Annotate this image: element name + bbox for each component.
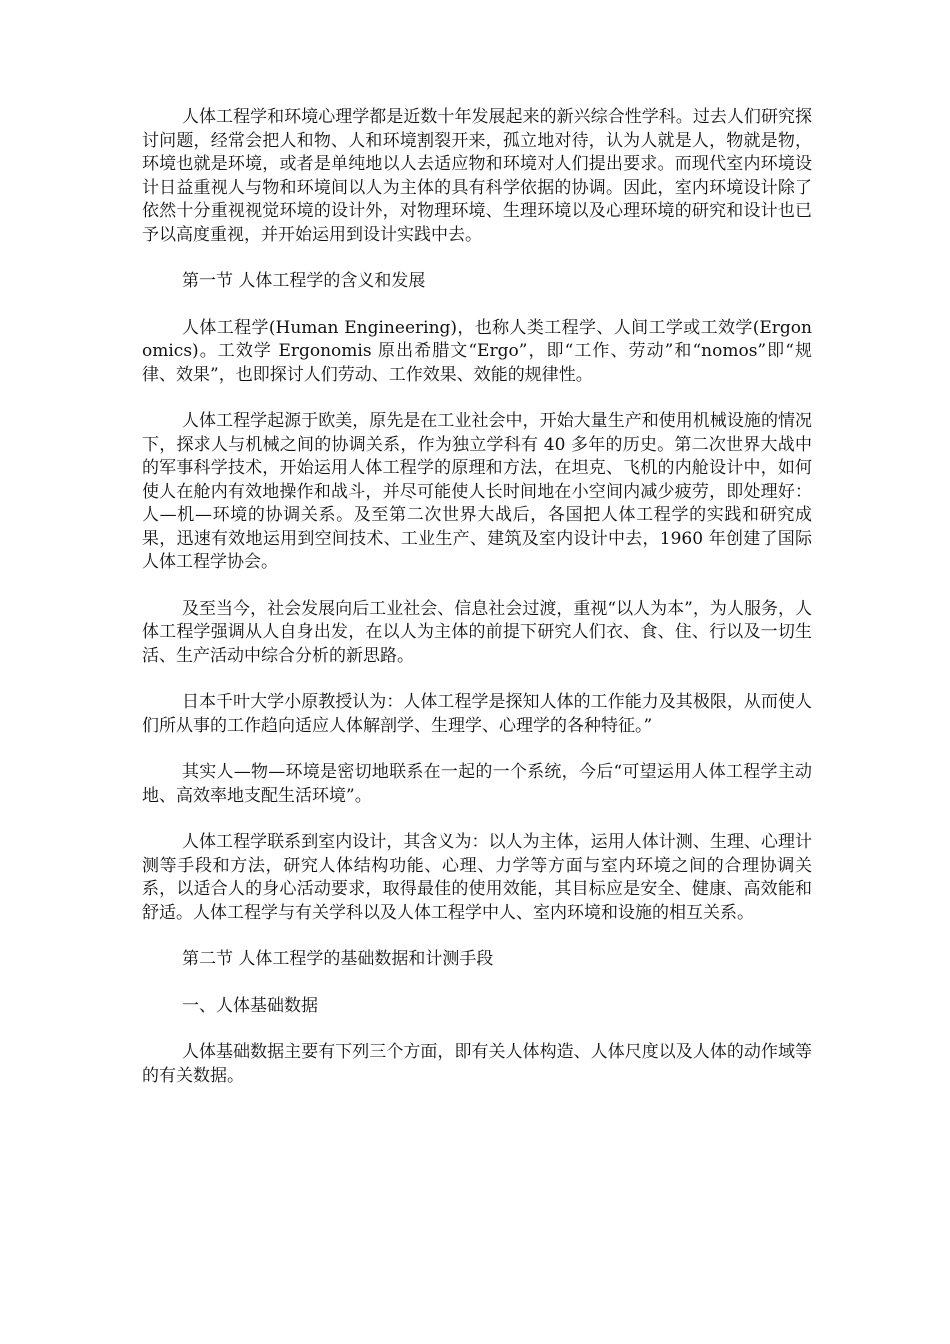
subsection-1-heading: 一、人体基础数据 [182,995,318,1016]
system-paragraph: 其实人—物—环境是密切地联系在一起的一个系统，今后“可望运用人体工程学主动地、高效率地支配生活环境”。 [142,762,812,806]
intro-paragraph: 人体工程学和环境心理学都是近数十年发展起来的新兴综合性学科。过去人们研究探讨问题，经常会把人和物、人和环境割裂开来，孤立地对待，认为人就是人，物就是物，环境也就是环境，或者是单纯地以人去适应物和环境对人们提出要求。而现代室内环境设计日益重视人与物和环境间以人为主体的具有科学依据的协调。因此，室内环境设计除了依然十分重视视觉环境的设计外，对物理环境、生理环境以及心理环境的研究和设计也已予以高度重视，并开始运用到设计实践中去。 [142,107,812,245]
modern-development-paragraph: 及至当今，社会发展向后工业社会、信息社会过渡，重视“以人为本”，为人服务，人体工程学强调从人自身出发，在以人为主体的前提下研究人们衣、食、住、行以及一切生活、生产活动中综合分析的新思路。 [142,598,812,666]
document-body [142,106,812,1111]
section-1-heading: 第一节 人体工程学的含义和发展 [182,271,426,291]
basic-data-paragraph: 人体基础数据主要有下列三个方面，即有关人体构造、人体尺度以及人体的动作域等的有关数据。 [142,1042,812,1086]
origin-paragraph: 人体工程学起源于欧美，原先是在工业社会中，开始大量生产和使用机械设施的情况下，探求人与机械之间的协调关系，作为独立学科有 40 多年的历史。第二次世界大战中的军事科学技术，开始运用人体工程学的原理和方法，在坦克、飞机的内舱设计中，如何使人在舱内有效地操作和战斗，并尽可能使人长时间地在小空间内减少疲劳，即处理好：人—机—环境的协调关系。及至第二次世界大战后，各国把人体工程学的实践和研究成果，迅速有效地运用到空间技术、工业生产、建筑及室内设计中去，1960 年创建了国际人体工程学协会。 [142,411,812,572]
definition-paragraph: 人体工程学(Human Engineering)，也称人类工程学、人间工学或工效学(Ergonomics)。工效学 Ergonomis 原出希腊文“Ergo”，即“工作、劳动”和“nomos”即“规律、效果”，也即探讨人们劳动、工作效果、效能的规律性。 [142,317,812,385]
professor-view-paragraph: 日本千叶大学小原教授认为：人体工程学是探知人体的工作能力及其极限，从而使人们所从事的工作趋向适应人体解剖学、生理学、心理学的各种特征。” [142,692,812,736]
interior-design-paragraph: 人体工程学联系到室内设计，其含义为：以人为主体，运用人体计测、生理、心理计测等手段和方法，研究人体结构功能、心理、力学等方面与室内环境之间的合理协调关系，以适合人的身心活动要求，取得最佳的使用效能，其目标应是安全、健康、高效能和舒适。人体工程学与有关学科以及人体工程学中人、室内环境和设施的相互关系。 [142,832,812,923]
section-2-heading: 第二节 人体工程学的基础数据和计测手段 [182,949,494,969]
